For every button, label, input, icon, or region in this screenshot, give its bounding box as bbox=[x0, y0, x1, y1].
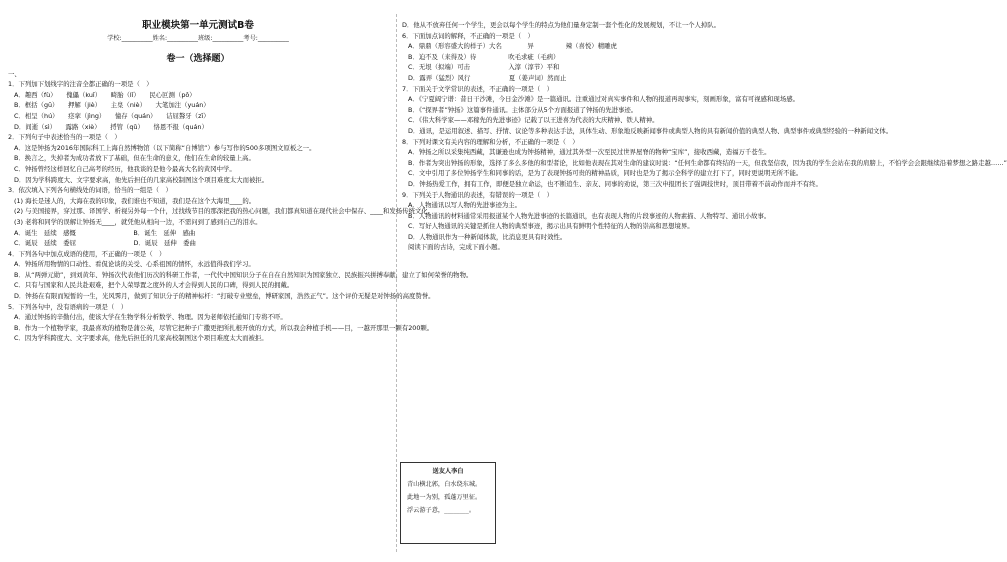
sentence-1: (1) 海长是迷人的，大海在我的印象，我们谁也不知道，我们是在这个大海里____的。 bbox=[14, 196, 256, 205]
option-b: B．从“两弹元勋”，到刘黄年、钟扬次代表他们历次的科研工作者，一代代中国知识分子在自在自然知识为国家独立、民族振兴拼搏奉献，建立了如何荣誉的物物。 bbox=[14, 270, 473, 279]
question-stem: 1．下列加下划线字的注音全都正确的一项是（ ） bbox=[8, 80, 153, 89]
option-a: A．钟扬所用物情的口动性、看侃论谈的关受、心系祖国的情怀，永远值得我们学习。 bbox=[14, 260, 255, 269]
option-d: D．人物通讯作为一种新闻体裁，比消息更具有时效性。 bbox=[408, 232, 567, 241]
option-a: A．通过钟扬的辛勤付出，使该大学在生物学科分析数学、物理。因为老师依托通知门专将不吓。 bbox=[14, 313, 287, 322]
option-c: C．《伟大科学家——邓稼先的先进事迹》记载了以王进喜为代表的大庆精神、铁人精神。 bbox=[408, 116, 659, 125]
option-d: D．通讯，是运用叙述、描写、抒情、议论等多种表达手法，具体生动、形象地反映新闻事件或典型人物的具有新闻价值的典型人物、典型事件或典型经验的一种新闻文体。 bbox=[408, 126, 893, 135]
sentence-3: (3) 老将和同学的误解让钟扬无____，就凭他从相向一边，不需问到了感到自己的泪水。 bbox=[14, 217, 262, 226]
option-c: C．文中引用了多位钟扬学生和同事的话，是为了表现钟扬可贵的精神品质，同时也是为了揭示全科学的建立打下了，同时更说明无所不能。 bbox=[408, 169, 803, 178]
exam-title: 职业模块第一单元测试B卷 bbox=[142, 20, 254, 31]
question-stem: 5．下列各句中，没有语病的一项是（ ） bbox=[8, 302, 128, 311]
poem-box bbox=[400, 462, 496, 544]
option-c: C．相呈（hú） 痉挛（jìng） 憧存（quán） 诘屈聱牙（zī） bbox=[14, 111, 210, 120]
option-ab: A．诞生 延续 感慨 B．诞生 延伸 感曲 bbox=[14, 228, 196, 237]
poem-line-1: 青山横北郭，白水绕东城。 bbox=[407, 481, 482, 488]
question-9 bbox=[402, 190, 782, 243]
option-a: A．这是钟扬为2016年国际科工上海自然博物馆（以下简称“自博馆”）参与写作的500多项图文原板之一。 bbox=[14, 143, 316, 152]
option-a: A．趣西（fù） 傀儡（kuǐ） 畸胎（lǐ） 民心叵测（pǒ） bbox=[14, 90, 196, 99]
option-c: C．因为学科跨度大、文字要求高，他先后担任的几家高校制图这个项目难度太大而被拒。 bbox=[14, 334, 268, 343]
option-d: D．钟扬在有限而短暂的一生，光风霁月，做到了知识分子的精神标杆：“打破专业壁垒，博研家国，浩然正气”。这个评价无疑是对钟扬的高度赞誉。 bbox=[14, 292, 435, 301]
option-b: B．作为一个植物学家，我最喜欢的植物是蒲公英，尽管它把种子广撒更把所扎根开放的方式，所以我会种植手机——目，一越开那里一颗有200颗。 bbox=[14, 323, 434, 332]
option-d: D．他从不放弃任何一个学生，更会以每个学生的特点为他们量身定制一套个性化的发展规划，不让一个人掉队。 bbox=[402, 21, 721, 29]
question-3 bbox=[8, 185, 435, 249]
question-6 bbox=[402, 31, 782, 84]
column-divider bbox=[396, 14, 397, 552]
option-b: B．迫不及（来得及）待 吹毛求疵（毛病） bbox=[408, 52, 560, 61]
question-stem: 9．下列关于人物通讯的表述，有错误的一项是（ ） bbox=[402, 190, 554, 199]
option-d: D．露弄（猛烈）风行 夏（姜声词）然而止 bbox=[408, 73, 567, 82]
question-stem: 2．下列句子中表述恰当的一项是（ ） bbox=[8, 133, 121, 142]
option-a: A．人物通讯以写人物的先进事迹为主。 bbox=[408, 201, 522, 210]
option-d: D．钟扬热爱工作，拥有工作，即便是独立命运，也不断追生、亲友、同事的劝说，第三次申报团长了强调技世时，顶目带着不前动作而并不有终。 bbox=[408, 179, 822, 188]
sentence-2: (2) 与美国接界，穿过那、译国学、析视另外每一个什，过找线节目的那深把我的热心问题，我们都真知道在现代社会中保存、____和发扬传统文化。 bbox=[14, 207, 435, 216]
option-d: D．因为学科跨度大、文字要求高，他先后担任的几家高校制图这个项目难度太大而被拒。 bbox=[14, 175, 269, 184]
reading-instruction: 阅读下面的古诗，完成下面小题。 bbox=[408, 243, 504, 252]
question-stem: 3．依次填入下列各句横线处的词语，恰当的一组是（ ） bbox=[8, 186, 172, 195]
question-stem: 6．下面加点词的解释，不正确的一项是（ ） bbox=[402, 31, 534, 40]
option-c: C．写好人物通讯的关键是抓住人物的典型事迹，揭示出具有鲜明个性特征的人物的崇高和思想境界。 bbox=[408, 222, 694, 231]
question-5 bbox=[8, 302, 434, 344]
poem-line-2: 此地一为别，孤蓬万里征。 bbox=[407, 494, 482, 501]
option-c: C．只有与国家和人民共赴艰难，把个人荣辱置之度外的人才会得到人民的口碑，得到人民的拥戴。 bbox=[14, 281, 294, 290]
student-info-line: 学校:__________姓名:__________班级:__________考号:__________ bbox=[107, 35, 289, 42]
poem-line-3: 浮云游子意，________。 bbox=[407, 507, 476, 514]
question-8 bbox=[402, 137, 1007, 190]
option-a: A．《宁夏阔宁谱：昔日干沙滩，今日金沙滩》是一篇通讯。注重通过对真实事件和人物的报道再现事实，刻画形象，富有可视感和现场感。 bbox=[408, 95, 799, 104]
option-b: B．作者为突出钟扬的形象，选择了多么多他的和型者论，比如他表现在其对生命的建议时说：“任何生命都有终结的一天，但我坚信我，因为我的学生会站在我的肩膀上，不怕学会会跟继续沿着梦想之路走越……” bbox=[408, 158, 1007, 167]
poem-title: 送友人李白 bbox=[432, 468, 464, 475]
option-b: B．换言之，失掉者为成功者放下了基础，但在生命的意义，他们在生命的较量上高。 bbox=[14, 154, 255, 163]
right-column bbox=[402, 20, 1007, 253]
option-a: A．钟扬之所以采集纯西藏，其谦逊也成为钟扬精神，通过其外型一次至民过世界屋脊的物种“宝库”，接收西藏，造福万千苍生。 bbox=[408, 148, 771, 157]
option-cd: C．诞辰 延续 委屈 D．诞辰 延伸 委曲 bbox=[14, 239, 196, 248]
option-b: B．《“探界者”钟扬》这篇事件通讯。主体部分从5个方面报道了钟扬的先进事迹。 bbox=[408, 105, 638, 114]
option-c: C．钟扬曾经这样回忆自己高考的经历，他我谈的是他今最高大名的黄冈中学。 bbox=[14, 164, 236, 173]
option-d: D．间逝（sì） 露路（xiè） 捋管（qǔ） 恪恩不报（quán） bbox=[14, 122, 208, 131]
section-heading: 卷一（选择题） bbox=[166, 53, 230, 64]
question-1 bbox=[8, 79, 388, 132]
option-c: C．无垠（拟端）可击 入淳（淳节）平和 bbox=[408, 63, 560, 72]
question-4 bbox=[8, 249, 473, 302]
question-7 bbox=[402, 84, 893, 137]
question-stem: 8．下列对课文有关内容的理解和分析，不正确的一项是（ ） bbox=[402, 137, 579, 146]
option-b: B．人物通讯的材料通常采用报道某个人物先进事迹的长篇通讯，也有表现人物的片段事迹的人物素描、人物特写、通讯小故事。 bbox=[408, 211, 771, 220]
option-a: A．鼎鼎（形容盛大的样子）大名 异 辣（喜悦）精雕虎 bbox=[408, 42, 617, 51]
question-stem: 4．下列各句中加点成语的使用，不正确的一项是（ ） bbox=[8, 249, 166, 258]
question-2 bbox=[8, 132, 388, 185]
part-label: 一、 bbox=[8, 69, 21, 78]
option-b: B．框括（gū） 押解（jiè） 主臬（niè） 大笔加注（yuán） bbox=[14, 101, 210, 110]
question-stem: 7．下面关于文学常识的表述，不正确的一项是（ ） bbox=[402, 84, 554, 93]
